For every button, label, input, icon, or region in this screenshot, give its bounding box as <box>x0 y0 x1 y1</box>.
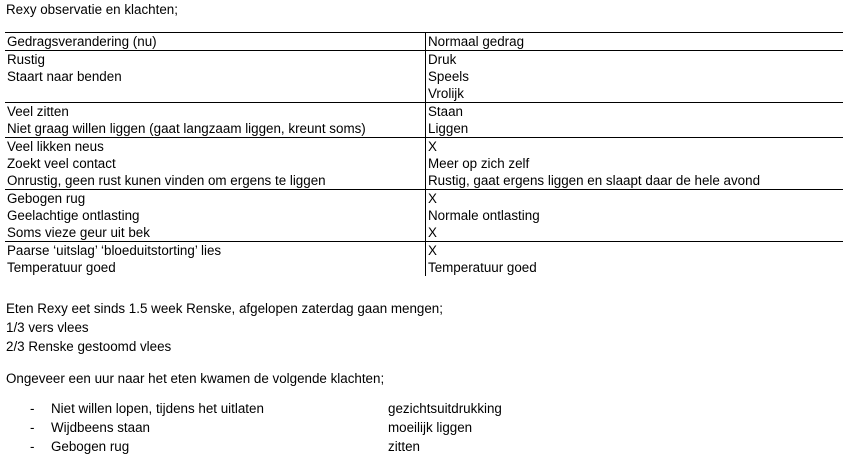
cell-line: X <box>428 191 437 206</box>
row-left-cell <box>5 103 426 138</box>
bullet-dash: - <box>30 439 35 454</box>
cell-line: Normale ontlasting <box>428 208 540 223</box>
eten-intro: Eten Rexy eet sinds 1.5 week Renske, afgelopen zaterdag gaan mengen; <box>6 301 443 316</box>
cell-line: Gebogen rug <box>7 191 86 206</box>
list-item-text: Niet willen lopen, tijdens het uitlaten <box>51 401 264 416</box>
row-left-cell <box>5 242 426 277</box>
cell-line <box>7 85 425 102</box>
cell-line: Temperatuur goed <box>7 260 116 275</box>
list-item <box>30 438 129 455</box>
cell-line: Onrustig, geen rust kunen vinden om ergens te liggen <box>7 173 326 188</box>
list-note: moeilijk liggen <box>388 420 473 435</box>
list-item <box>30 400 264 417</box>
cell-line: Niet graag willen liggen (gaat langzaam liggen, kreunt soms) <box>7 121 366 136</box>
list-note: gezichtsuitdrukking <box>388 401 502 416</box>
list-item-text: Gebogen rug <box>51 439 130 454</box>
document-title: Rexy observatie en klachten; <box>6 2 178 17</box>
table-row <box>5 242 843 277</box>
row-right-cell <box>426 51 844 103</box>
bullet-dash: - <box>30 401 35 416</box>
cell-line: Rustig, gaat ergens liggen en slaapt daar de hele avond <box>428 173 761 188</box>
header-left: Gedragsverandering (nu) <box>5 33 426 51</box>
row-left-cell <box>5 51 426 103</box>
cell-line: Staan <box>428 104 463 119</box>
header-right: Normaal gedrag <box>426 33 844 51</box>
cell-line: Paarse ‘uitslag’ ‘bloeduitstorting’ lies <box>7 243 222 258</box>
cell-line: Geelachtige ontlasting <box>7 208 140 223</box>
cell-line: X <box>428 243 437 258</box>
row-right-cell <box>426 138 844 190</box>
cell-line: Liggen <box>428 121 469 136</box>
cell-line: Temperatuur goed <box>428 260 537 275</box>
cell-line: X <box>428 139 437 154</box>
table-header-row <box>5 33 843 51</box>
cell-line: Meer op zich zelf <box>428 156 530 171</box>
cell-line: Veel likken neus <box>7 139 104 154</box>
cell-line: Rustig <box>7 52 45 67</box>
eten-line: 2/3 Renske gestoomd vlees <box>6 339 172 354</box>
table-row <box>5 51 843 103</box>
cell-line: Soms vieze geur uit bek <box>7 225 150 240</box>
list-note: zitten <box>388 439 421 454</box>
row-right-cell <box>426 103 844 138</box>
cell-line: Staart naar benden <box>7 69 122 84</box>
row-left-cell <box>5 138 426 190</box>
bullet-dash: - <box>30 420 35 435</box>
eten-line: 1/3 vers vlees <box>6 320 89 335</box>
observation-table <box>5 32 843 276</box>
cell-line: X <box>428 225 437 240</box>
cell-line: Druk <box>428 52 457 67</box>
row-right-cell <box>426 190 844 242</box>
cell-line: Speels <box>428 69 469 84</box>
row-left-cell <box>5 190 426 242</box>
table-row <box>5 190 843 242</box>
klachten-intro: Ongeveer een uur naar het eten kwamen de volgende klachten; <box>6 371 385 386</box>
cell-line: Zoekt veel contact <box>7 156 116 171</box>
list-item <box>30 419 150 436</box>
cell-line: Vrolijk <box>428 86 464 101</box>
cell-line: Veel zitten <box>7 104 69 119</box>
list-item-text: Wijdbeens staan <box>51 420 150 435</box>
row-right-cell <box>426 242 844 277</box>
table-row <box>5 138 843 190</box>
table-row <box>5 103 843 138</box>
